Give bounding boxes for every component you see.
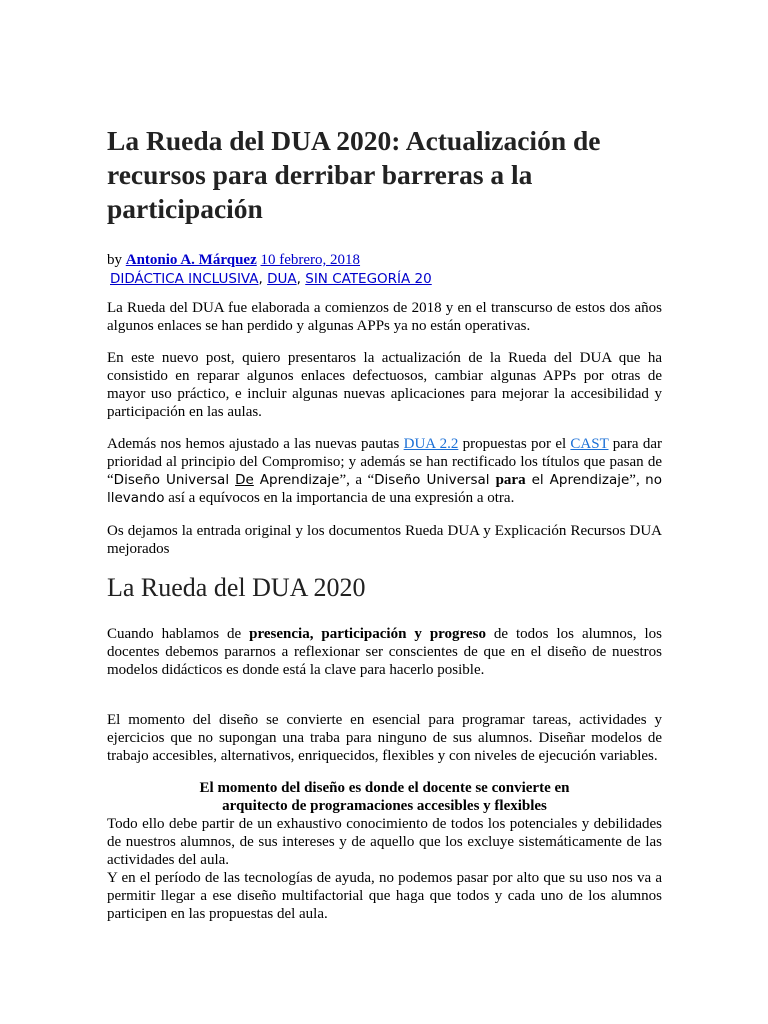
category-list: DIDÁCTICA INCLUSIVA, DUA, SIN CATEGORÍA 20: [110, 271, 432, 287]
category-link-didactica[interactable]: DIDÁCTICA INCLUSIVA: [110, 271, 259, 287]
category-link-sin-categoria[interactable]: SIN CATEGORÍA 20: [305, 271, 432, 287]
quote-line-1: El momento del diseño es donde el docente se convierte en: [199, 780, 570, 796]
paragraph-conocimiento: Todo ello debe partir de un exhaustivo conocimiento de todos los potenciales y debilidades de nuestros alumnos, de sus intereses y de aquello que los excluye sistemáticamente de las actividades del aula.: [107, 816, 662, 868]
author-link[interactable]: Antonio A. Márquez: [125, 252, 257, 268]
paragraph-diseno: El momento del diseño se convierte en esencial para programar tareas, actividades y ejercicios que no supongan una traba para ninguno de sus alumnos. Diseñar modelos de trabajo accesibles, alternativos, enriquecidos, flexibles y con niveles de ejecución variables.: [107, 712, 662, 764]
quote-line-2: arquitecto de programaciones accesibles y flexibles: [222, 798, 547, 814]
byline: [107, 251, 360, 269]
paragraph-update: En este nuevo post, quiero presentaros la actualización de la Rueda del DUA que ha consistido en reparar algunos enlaces defectuosos, cambiar algunas APPs por otras de mayor uso práctico, e incluir algunas nuevas aplicaciones para mejorar la accesibilidad y participación en las aulas.: [107, 350, 662, 420]
dua-link[interactable]: DUA 2.2: [403, 436, 459, 452]
paragraph-tecnologias: Y en el período de las tecnologías de ayuda, no podemos pasar por alto que su uso nos va a permitir llegar a ese diseño multifactorial que haga que todos y cada uno de los alumnos participen en las propuestas del aula.: [107, 870, 662, 922]
category-link-dua[interactable]: DUA: [267, 271, 297, 287]
paragraph-presencia: Cuando hablamos de presencia, participación y progreso de todos los alumnos, los docentes debemos pararnos a reflexionar ser conscientes de que en el diseño de nuestros modelos didácticos es donde está la clave para hacerlo posible.: [107, 626, 662, 678]
date-link[interactable]: 10 febrero, 2018: [260, 252, 361, 268]
article-title: La Rueda del DUA 2020: Actualización de recursos para derribar barreras a la participación: [107, 125, 601, 224]
cast-link[interactable]: CAST: [570, 436, 609, 452]
section-heading: La Rueda del DUA 2020: [107, 573, 366, 602]
paragraph-pautas: Además nos hemos ajustado a las nuevas pautas DUA 2.2 propuestas por el CAST para dar prioridad al principio del Compromiso; y además se han rectificado los títulos que pasan de “Diseño Universal De Aprendizaje”, a “Diseño Universal para el Aprendizaje”, no llevando así a equívocos en la importancia de una expresión a otra.: [107, 436, 663, 506]
by-label: by: [107, 252, 122, 268]
paragraph-original: Os dejamos la entrada original y los documentos Rueda DUA y Explicación Recursos DUA mejorados: [107, 523, 662, 557]
paragraph-intro: La Rueda del DUA fue elaborada a comienzos de 2018 y en el transcurso de estos dos años algunos enlaces se han perdido y algunas APPs ya no están operativas.: [107, 300, 662, 334]
